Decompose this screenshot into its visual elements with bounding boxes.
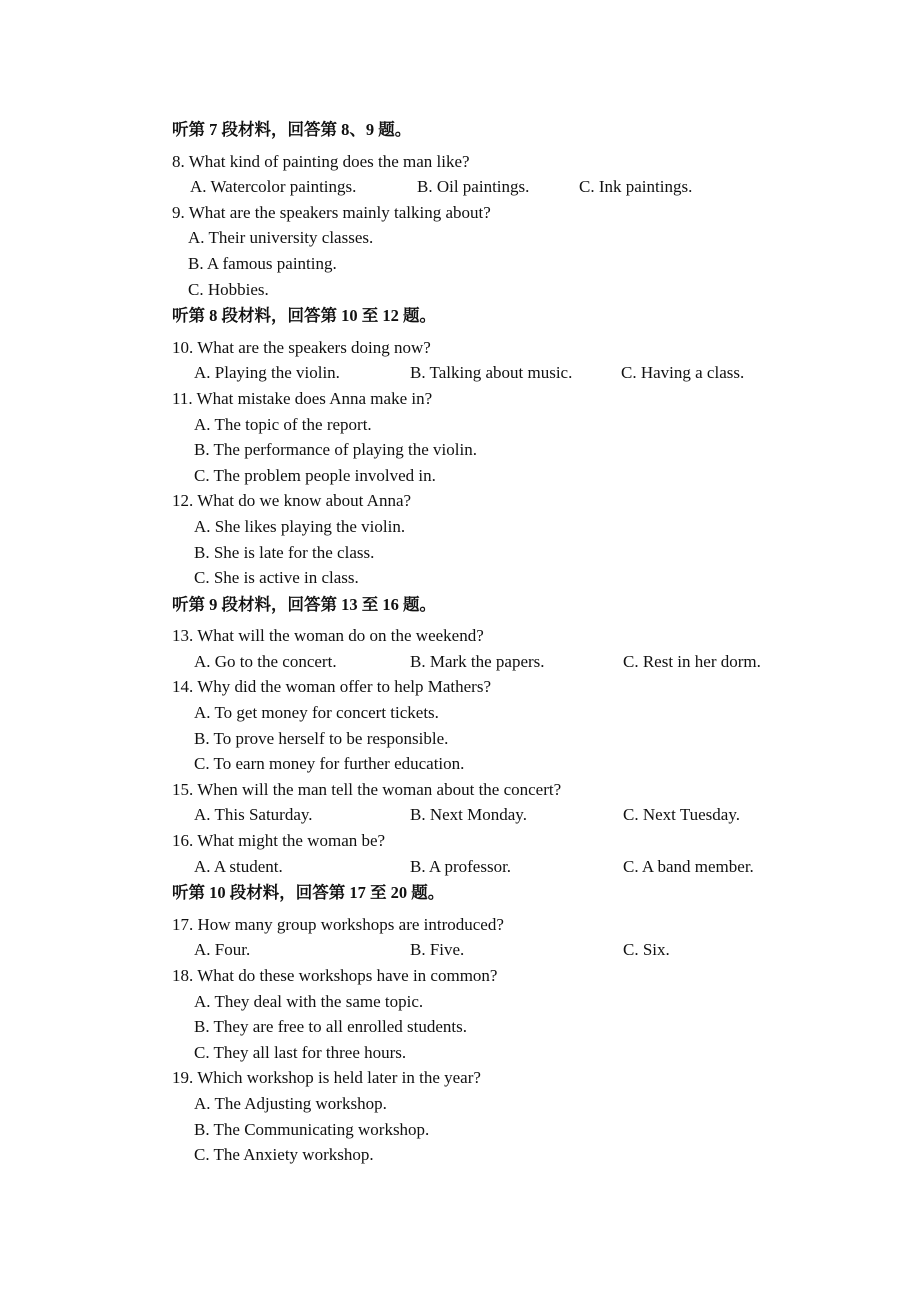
exam-page [172, 116, 832, 1168]
option-b: B. A professor. [410, 856, 512, 876]
section-heading: 听第 7 段材料，回答第 8、9 题。 [172, 120, 412, 139]
section-heading: 听第 10 段材料，回答第 17 至 20 题。 [172, 883, 445, 903]
options-row [172, 854, 832, 880]
section-heading: 听第 9 段材料，回答第 13 至 16 题。 [172, 594, 436, 614]
option-b: B. The Communicating workshop. [194, 1119, 430, 1139]
option-c: C. Rest in her dorm. [623, 651, 761, 671]
question-stem: 13. What will the woman do on the weekend? [172, 626, 484, 646]
option-b: B. Mark the papers. [410, 651, 545, 671]
options-row [172, 360, 832, 386]
option-a: A. Go to the concert. [194, 651, 337, 671]
option-a: A. This Saturday. [194, 805, 313, 825]
option-a: A. They deal with the same topic. [194, 991, 424, 1011]
option-c: C. Ink paintings. [579, 177, 693, 197]
option-c: C. Next Tuesday. [623, 805, 740, 825]
question-stem: 18. What do these workshops have in common? [172, 966, 498, 985]
option-c: C. Hobbies. [188, 279, 269, 299]
option-c: C. Having a class. [621, 363, 745, 383]
option-b: B. To prove herself to be responsible. [194, 728, 449, 748]
option-c: C. She is active in class. [194, 568, 359, 588]
option-a: A. Watercolor paintings. [190, 177, 357, 197]
question-stem: 14. Why did the woman offer to help Mathers? [172, 677, 491, 697]
options-row [172, 649, 832, 675]
section-heading: 听第 8 段材料，回答第 10 至 12 题。 [172, 306, 436, 326]
question-stem: 11. What mistake does Anna make in? [172, 388, 433, 408]
option-a: A. To get money for concert tickets. [194, 703, 439, 723]
question-stem: 9. What are the speakers mainly talking about? [172, 202, 491, 222]
option-a: A. She likes playing the violin. [194, 516, 406, 536]
option-c: C. To earn money for further education. [194, 754, 465, 774]
option-b: B. They are free to all enrolled students. [194, 1017, 468, 1037]
options-row [172, 174, 832, 200]
option-b: B. Talking about music. [410, 363, 573, 383]
question-stem: 15. When will the man tell the woman about the concert? [172, 779, 562, 799]
question-stem: 10. What are the speakers doing now? [172, 337, 431, 357]
option-a: A. A student. [194, 856, 283, 876]
option-b: B. Oil paintings. [417, 177, 530, 197]
option-b: B. Five. [410, 940, 465, 960]
option-a: A. Their university classes. [188, 228, 374, 248]
options-row [172, 802, 832, 828]
option-b: B. Next Monday. [410, 805, 527, 825]
option-b: B. The performance of playing the violin. [194, 440, 477, 460]
question-stem: 17. How many group workshops are introduced? [172, 914, 504, 934]
option-c: C. They all last for three hours. [194, 1042, 407, 1062]
question-stem: 8. What kind of painting does the man like? [172, 151, 470, 171]
option-a: A. The Adjusting workshop. [194, 1093, 387, 1113]
options-row [172, 937, 832, 963]
question-stem: 12. What do we know about Anna? [172, 491, 412, 511]
option-c: C. The problem people involved in. [194, 465, 436, 485]
option-c: C. A band member. [623, 856, 754, 876]
option-a: A. Four. [194, 940, 251, 960]
option-b: B. She is late for the class. [194, 542, 375, 562]
option-a: A. The topic of the report. [194, 414, 372, 434]
option-c: C. The Anxiety workshop. [194, 1145, 374, 1165]
option-b: B. A famous painting. [188, 253, 337, 273]
option-a: A. Playing the violin. [194, 363, 340, 383]
option-c: C. Six. [623, 940, 670, 960]
question-stem: 16. What might the woman be? [172, 831, 386, 851]
question-stem: 19. Which workshop is held later in the year? [172, 1068, 481, 1088]
